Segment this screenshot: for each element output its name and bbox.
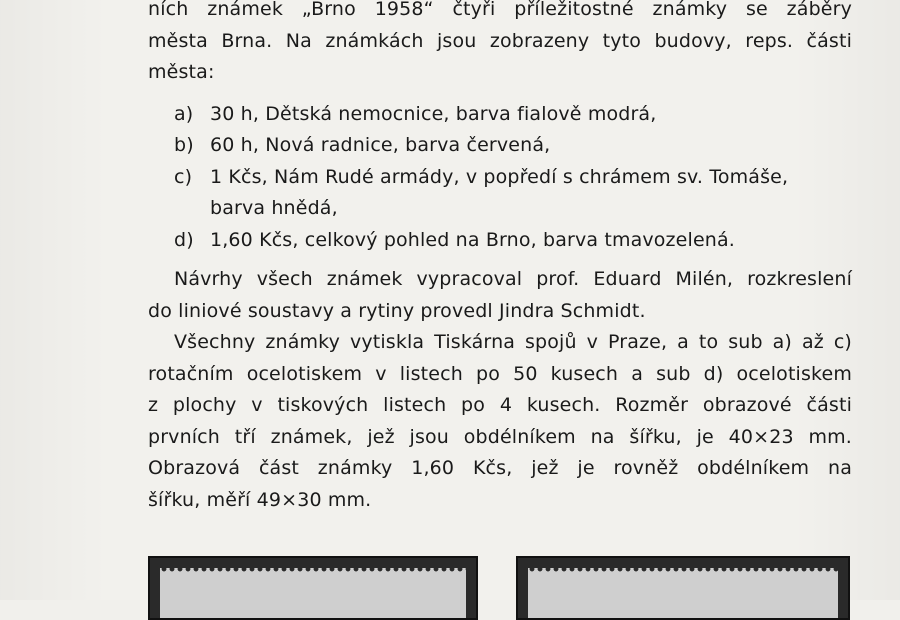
list-item-text: 60 h, Nová radnice, barva červená, (210, 134, 551, 156)
stamp-image-left (148, 556, 478, 620)
paragraph-designers (148, 264, 852, 327)
stamp-image-right (516, 556, 850, 620)
paragraph-printing (148, 327, 852, 516)
list-item (148, 99, 852, 131)
document-body (148, 0, 852, 516)
list-marker: c) (174, 165, 193, 188)
intro-line: města: (148, 61, 215, 83)
intro-line: ních známek „Brno 1958“ čtyři příležitostné známky se záběry (148, 0, 852, 20)
paragraph-line: prvních tří známek, jež jsou obdélníkem na šířku, je 40×23 mm. (148, 425, 852, 448)
paragraph-line: rotačním ocelotiskem v listech po 50 kusech a sub d) ocelotiskem (148, 362, 852, 385)
list-item-text: 1,60 Kčs, celkový pohled na Brno, barva tmavozelená. (210, 228, 735, 251)
list-item-text: 30 h, Dětská nemocnice, barva fialově modrá, (210, 102, 657, 125)
list-marker: d) (174, 228, 194, 251)
stamp-picture (528, 568, 838, 618)
stamp-list (148, 99, 852, 257)
list-item (148, 130, 852, 162)
list-item (148, 162, 852, 194)
paragraph-line: Obrazová část známky 1,60 Kčs, jež je rovněž obdélníkem na (148, 457, 852, 479)
paragraph-line: z plochy v tiskových listech po 4 kusech. Rozměr obrazové části (148, 394, 852, 416)
list-marker: b) (174, 134, 194, 156)
paragraph-line: Všechny známky vytiskla Tiskárna spojů v Praze, a to sub a) až c) (174, 331, 852, 353)
intro-line: města Brna. Na známkách jsou zobrazeny tyto budovy, reps. části (148, 29, 852, 52)
list-item-text: 1 Kčs, Nám Rudé armády, v popředí s chrámem sv. Tomáše, (210, 165, 789, 188)
paragraph-line: Návrhy všech známek vypracoval prof. Eduard Milén, rozkreslení (174, 268, 852, 290)
paragraph-line: šířku, měří 49×30 mm. (148, 488, 372, 511)
paragraph-line: do liniové soustavy a rytiny provedl Jindra Schmidt. (148, 299, 646, 322)
stamp-picture (160, 568, 466, 618)
stamp-perforation (528, 566, 838, 572)
list-marker: a) (174, 102, 194, 125)
list-item-continuation: barva hnědá, (210, 197, 338, 219)
list-item (148, 225, 852, 257)
stamp-perforation (160, 566, 466, 572)
